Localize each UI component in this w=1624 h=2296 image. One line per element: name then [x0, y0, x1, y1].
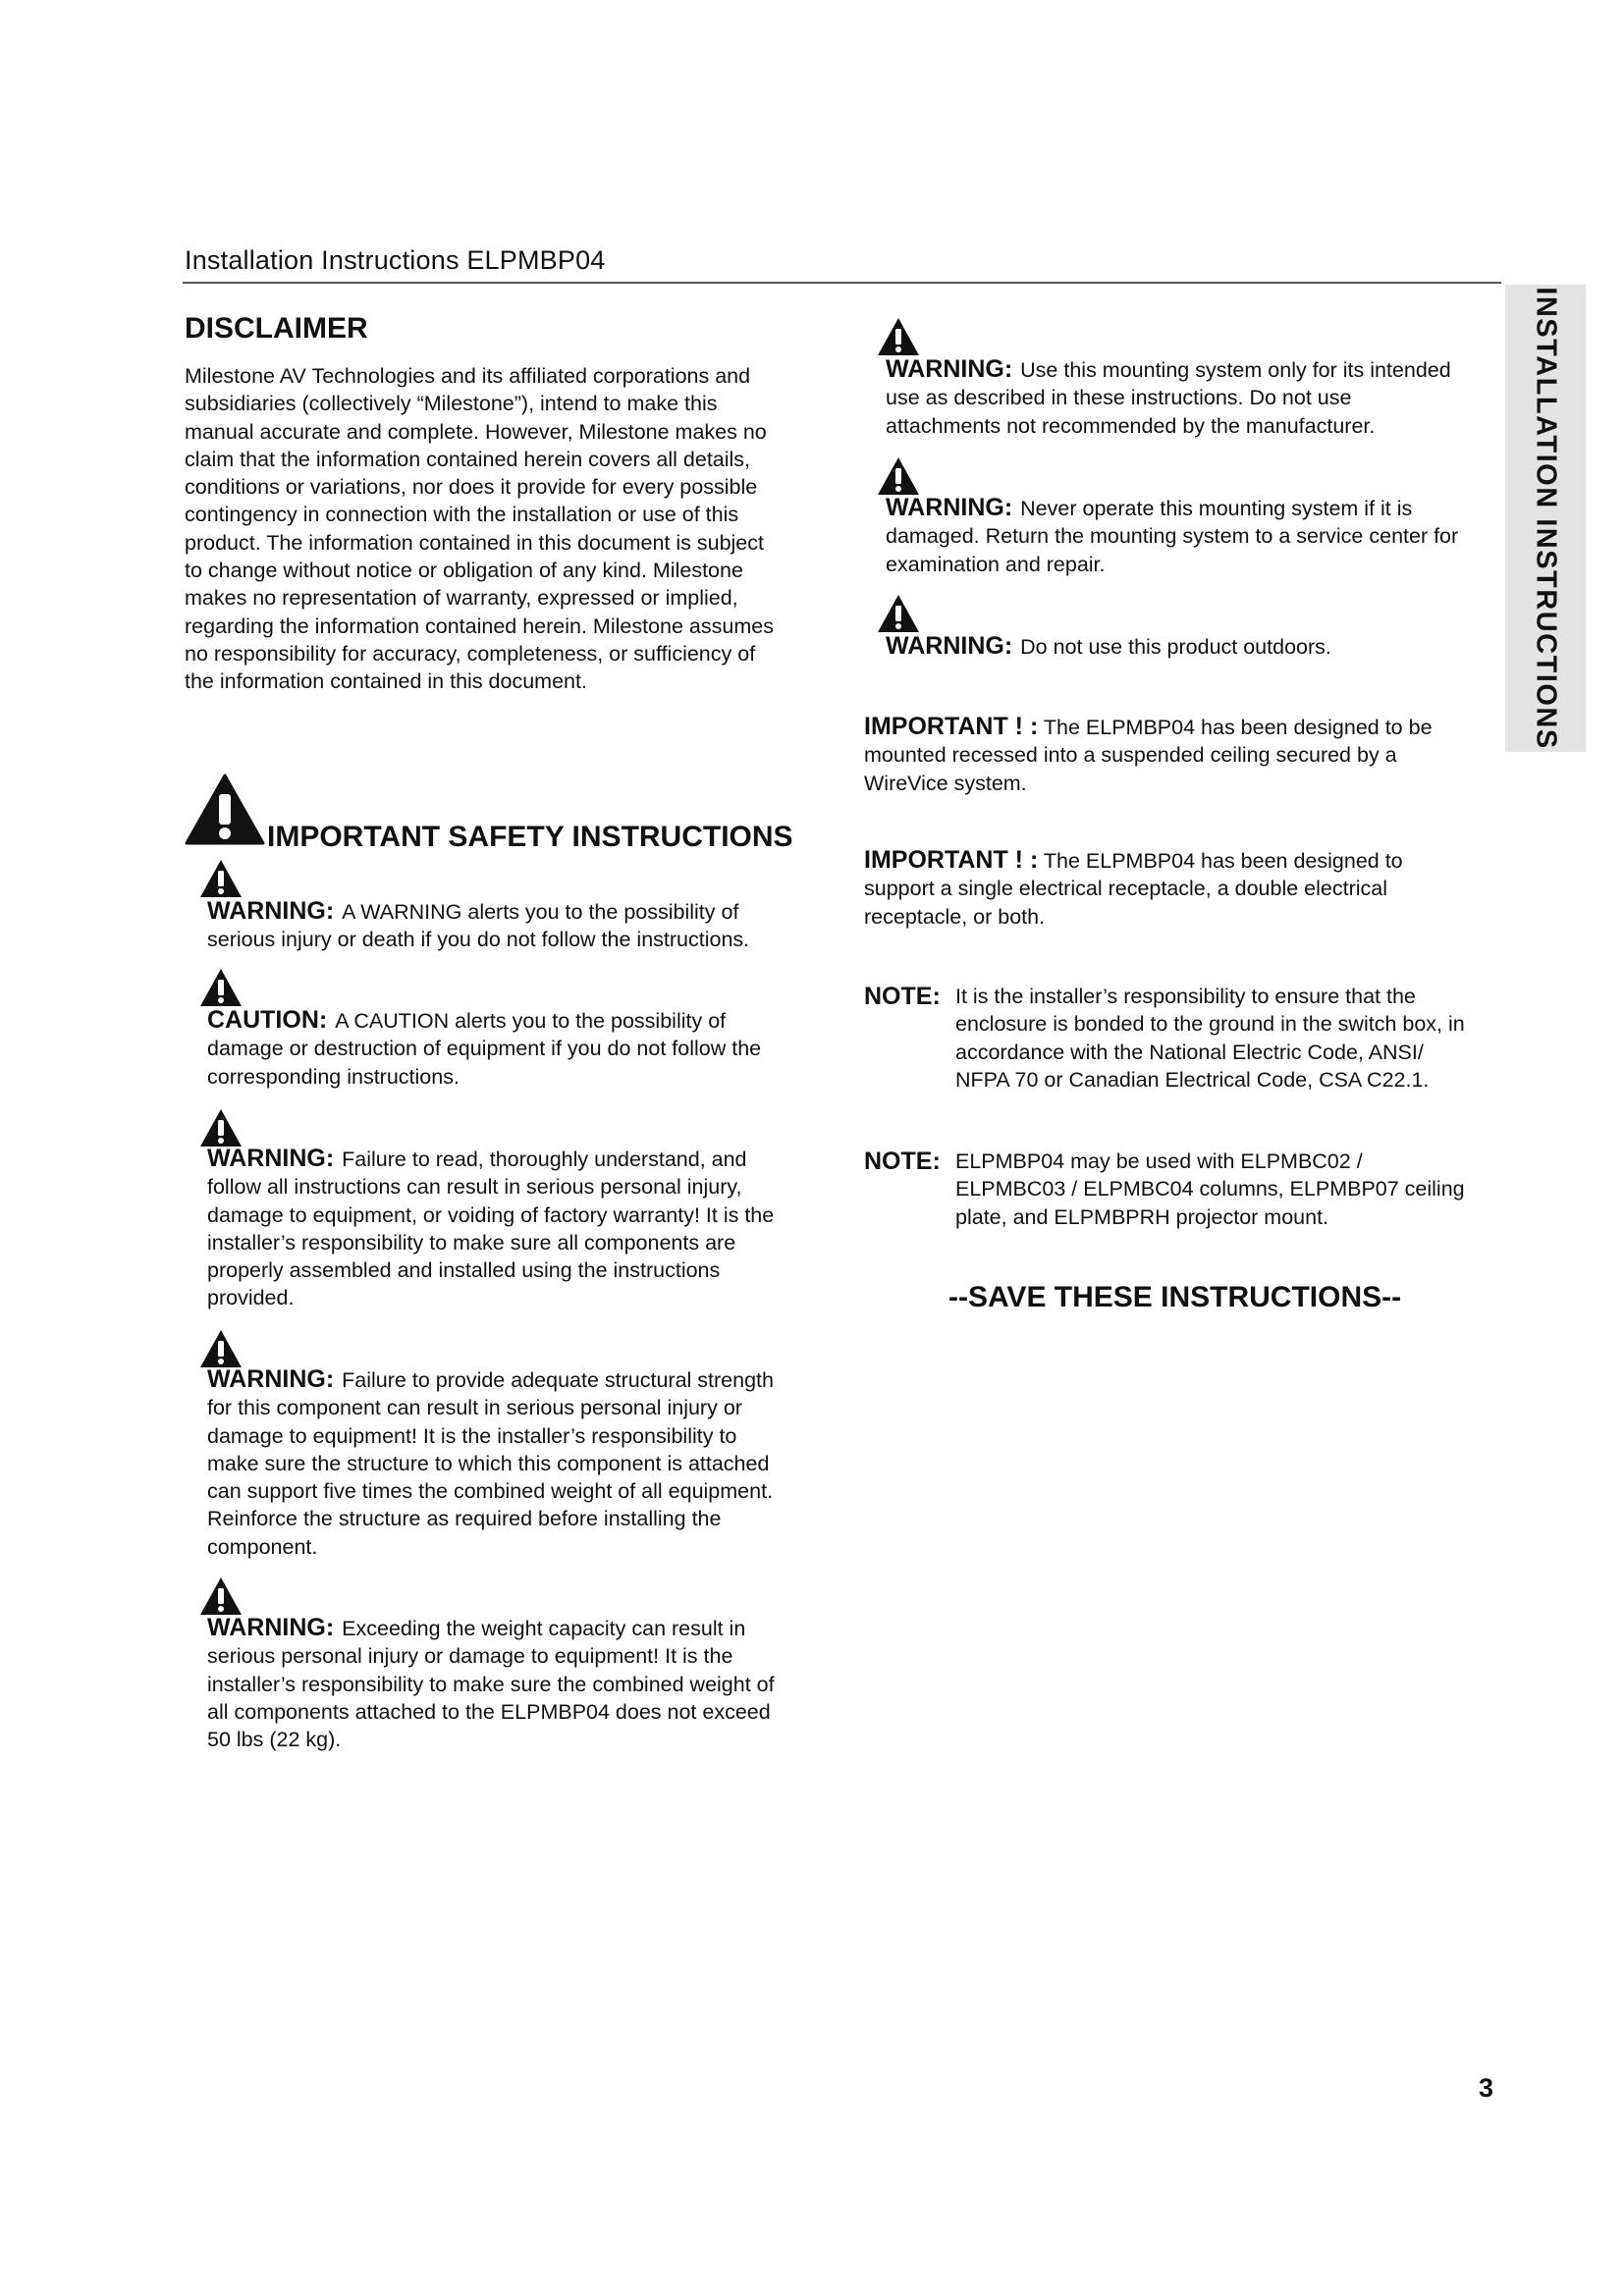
- text-line: attachments not recommended by the manufacturer.: [886, 413, 1376, 438]
- warning-label: WARNING:: [207, 897, 335, 925]
- page-number: 3: [1479, 2073, 1494, 2103]
- warning-label: WARNING:: [886, 494, 1013, 521]
- right-warning: [886, 355, 1504, 440]
- note-block: [864, 983, 1502, 1100]
- warning-first-line: [886, 632, 1504, 661]
- warning-triangle-icon: [876, 316, 921, 357]
- text-line: provided.: [207, 1286, 295, 1310]
- note-label: NOTE:: [864, 1148, 941, 1175]
- text-line: damaged. Return the mounting system to a service center for: [886, 524, 1459, 549]
- text-line: Reinforce the structure as required before installing the: [207, 1507, 722, 1531]
- warning-label: WARNING:: [207, 1145, 335, 1172]
- save-instructions-heading: --SAVE THESE INSTRUCTIONS--: [948, 1281, 1402, 1313]
- text-line: damage to equipment, or voiding of factory warranty! It is the: [207, 1202, 775, 1227]
- text-line: serious injury or death if you do not follow the instructions.: [207, 928, 750, 952]
- text-line: ELPMBP04 may be used with ELPMBC02 /: [955, 1149, 1363, 1173]
- note-text: [955, 983, 1500, 1094]
- text-line: WireVice system.: [864, 771, 1027, 795]
- warning-triangle-icon: [198, 967, 244, 1008]
- side-tab-label: INSTALLATION INSTRUCTIONS: [1530, 287, 1562, 750]
- text-line: regarding the information contained herein. Milestone assumes: [185, 614, 774, 638]
- warning-triangle-icon: [198, 1107, 244, 1148]
- safety-heading: IMPORTANT SAFETY INSTRUCTIONS: [267, 821, 793, 853]
- text-line: Exceeding the weight capacity can result in: [342, 1617, 746, 1640]
- note-block: [864, 1148, 1502, 1236]
- text-line: Failure to provide adequate structural strength: [342, 1368, 774, 1392]
- text-line: corresponding instructions.: [207, 1064, 460, 1089]
- text-line: The ELPMBP04 has been designed to be: [1043, 716, 1433, 739]
- text-line: plate, and ELPMBPRH projector mount.: [955, 1204, 1329, 1229]
- text-line: serious personal injury or damage to equipment! It is the: [207, 1644, 733, 1669]
- text-line: installer’s responsibility to make sure the combined weight of: [207, 1672, 775, 1696]
- disclaimer-text: [185, 362, 833, 696]
- text-line: Failure to read, thoroughly understand, and: [342, 1148, 747, 1171]
- warning-label: WARNING:: [207, 1365, 335, 1393]
- safety-item-first-line: [207, 897, 836, 926]
- safety-item: [207, 1145, 836, 1312]
- section-side-tab: [1505, 285, 1586, 752]
- important-first-line: [864, 846, 1492, 875]
- text-line: make sure the structure to which this component is attached: [207, 1451, 770, 1475]
- text-line: enclosure is bonded to the ground in the switch box, in: [955, 1012, 1465, 1037]
- warning-triangle-icon: [876, 593, 921, 634]
- text-line: subsidiaries (collectively “Milestone”), intend to make this: [185, 392, 718, 416]
- text-line: receptacle, or both.: [864, 904, 1046, 929]
- text-line: the information contained in this document.: [185, 669, 587, 694]
- text-line: examination and repair.: [886, 552, 1106, 576]
- disclaimer-heading: DISCLAIMER: [185, 312, 368, 345]
- text-line: ELPMBC03 / ELPMBC04 columns, ELPMBP07 ceiling: [955, 1177, 1465, 1201]
- safety-item-first-line: [207, 1614, 836, 1642]
- text-line: contingency in connection with the installation or use of this: [185, 503, 739, 527]
- text-line: product. The information contained in this document is subject: [185, 530, 764, 555]
- large-warning-triangle-icon: [185, 773, 265, 845]
- safety-item-first-line: [207, 1365, 836, 1394]
- text-line: A CAUTION alerts you to the possibility of: [335, 1009, 727, 1033]
- text-line: for this component can result in serious personal injury or: [207, 1396, 742, 1420]
- page-header: Installation Instructions ELPMBP04: [185, 245, 606, 275]
- warning-triangle-icon: [198, 1328, 244, 1369]
- text-line: component.: [207, 1534, 318, 1559]
- text-line: mounted recessed into a suspended ceiling secured by a: [864, 743, 1397, 768]
- text-line: no responsibility for accuracy, completeness, or sufficiency of: [185, 641, 756, 666]
- text-line: claim that the information contained herein covers all details,: [185, 447, 751, 471]
- safety-item-first-line: [207, 1145, 836, 1173]
- right-warning: [886, 494, 1504, 578]
- text-line: Never operate this mounting system if it is: [1020, 497, 1413, 520]
- text-line: Milestone AV Technologies and its affiliated corporations and: [185, 364, 751, 388]
- warning-label: WARNING:: [207, 1614, 335, 1641]
- text-line: Use this mounting system only for its intended: [1020, 358, 1451, 382]
- text-line: 50 lbs (22 kg).: [207, 1728, 342, 1752]
- warning-triangle-icon: [198, 858, 244, 899]
- important-label: IMPORTANT ! :: [864, 713, 1039, 740]
- header-rule: [183, 282, 1501, 284]
- important-label: IMPORTANT ! :: [864, 846, 1039, 874]
- warning-triangle-icon: [876, 455, 921, 497]
- safety-item: [207, 1006, 836, 1091]
- text-line: properly assembled and installed using the instructions: [207, 1258, 721, 1283]
- important-note: [864, 846, 1492, 931]
- text-line: makes no representation of warranty, expressed or implied,: [185, 586, 738, 611]
- text-line: all components attached to the ELPMBP04 does not exceed: [207, 1699, 771, 1724]
- safety-item: [207, 1614, 836, 1753]
- warning-triangle-icon: [198, 1575, 244, 1617]
- text-line: The ELPMBP04 has been designed to: [1043, 849, 1403, 873]
- text-line: use as described in these instructions. Do not use: [886, 386, 1352, 410]
- text-line: support a single electrical receptacle, a double electrical: [864, 877, 1388, 901]
- warning-first-line: [886, 494, 1504, 522]
- text-line: NFPA 70 or Canadian Electrical Code, CSA C22.1.: [955, 1067, 1430, 1092]
- text-line: damage to equipment! It is the installer’s responsibility to: [207, 1423, 737, 1448]
- text-line: conditions or variations, nor does it provide for every possible: [185, 475, 758, 500]
- text-line: can support five times the combined weight of all equipment.: [207, 1479, 774, 1504]
- note-text: [955, 1148, 1500, 1231]
- warning-label: WARNING:: [886, 632, 1013, 660]
- text-line: manual accurate and complete. However, Milestone makes no: [185, 419, 767, 444]
- text-line: A WARNING alerts you to the possibility of: [342, 900, 739, 924]
- text-line: It is the installer’s responsibility to ensure that the: [955, 985, 1416, 1008]
- text-line: Do not use this product outdoors.: [1020, 635, 1331, 659]
- important-first-line: [864, 713, 1492, 741]
- text-line: accordance with the National Electric Code, ANSI/: [955, 1040, 1424, 1064]
- right-warning: [886, 632, 1504, 661]
- warning-first-line: [886, 355, 1504, 384]
- warning-label: WARNING:: [886, 355, 1013, 383]
- text-line: damage or destruction of equipment if you do not follow the: [207, 1037, 762, 1061]
- text-line: follow all instructions can result in serious personal injury,: [207, 1175, 742, 1200]
- important-note: [864, 713, 1492, 797]
- note-label: NOTE:: [864, 983, 941, 1010]
- text-line: installer’s responsibility to make sure all components are: [207, 1230, 736, 1255]
- safety-item: [207, 897, 836, 954]
- safety-item: [207, 1365, 836, 1561]
- caution-label: CAUTION:: [207, 1006, 328, 1034]
- safety-item-first-line: [207, 1006, 836, 1035]
- text-line: to change without notice or obligation of any kind. Milestone: [185, 559, 743, 583]
